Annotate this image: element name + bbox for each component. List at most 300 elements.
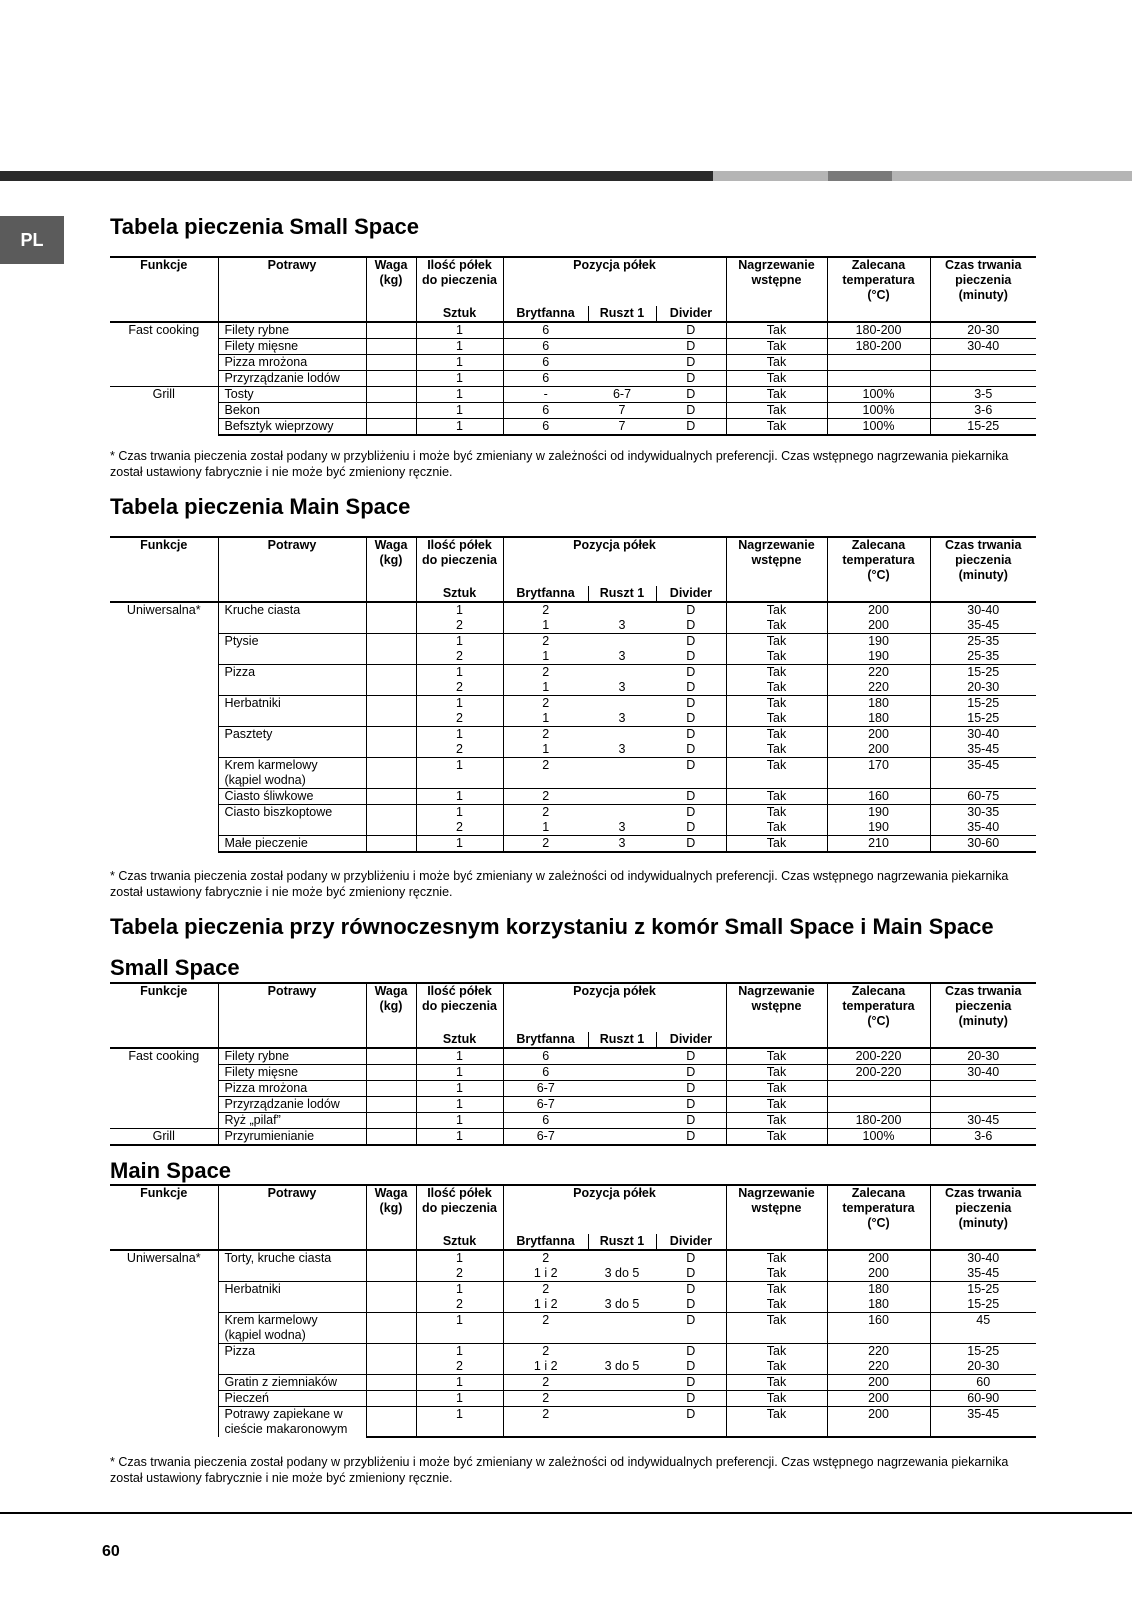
- cell-ruszt: [588, 1250, 656, 1266]
- cell-count: 1: [416, 322, 503, 339]
- cell-temperature: 180: [827, 1297, 930, 1313]
- table-row: [110, 634, 1036, 650]
- cell-preheat: Tak: [726, 711, 827, 727]
- cell-function: Grill: [110, 387, 218, 436]
- cell-divider: D: [656, 1129, 726, 1146]
- cell-preheat: Tak: [726, 1282, 827, 1298]
- cell-preheat: Tak: [726, 836, 827, 853]
- cell-preheat: Tak: [726, 339, 827, 355]
- cell-temperature: 200: [827, 727, 930, 743]
- cell-count: 2: [416, 649, 503, 665]
- cell-ruszt: [588, 696, 656, 712]
- cell-count: 1: [416, 1407, 503, 1436]
- cell-time: 60: [930, 1375, 1036, 1391]
- cell-ruszt: [588, 339, 656, 355]
- cell-divider: D: [656, 805, 726, 821]
- cell-dish: Ciasto biszkoptowe: [218, 805, 366, 836]
- table-row: [110, 1391, 1036, 1407]
- subsection-title-small-space: Small Space: [110, 955, 240, 980]
- cell-temperature: 180: [827, 696, 930, 712]
- cell-preheat: Tak: [726, 1375, 827, 1391]
- cell-ruszt: 3 do 5: [604, 1359, 640, 1373]
- cell-divider: D: [656, 1250, 726, 1266]
- header-waga: Waga (kg): [366, 1185, 416, 1250]
- cell-dish: Filety mięsne: [218, 1065, 366, 1081]
- cell-preheat: Tak: [726, 355, 827, 371]
- cell-temperature: 220: [827, 1344, 930, 1360]
- cell-divider: D: [656, 1266, 726, 1282]
- cell-temperature: 200: [827, 742, 930, 758]
- cell-weight: [366, 758, 416, 788]
- table-row: [110, 805, 1036, 821]
- cell-brytfanna: 6-7: [503, 1097, 588, 1113]
- cell-time: 20-30: [967, 1049, 1000, 1063]
- cell-ruszt: 3: [618, 820, 626, 834]
- top-bar-light: [713, 171, 828, 181]
- cell-weight: [366, 602, 416, 618]
- cell-dish: Potrawy zapiekane w cieście makaronowym: [218, 1407, 366, 1438]
- header-czas: Czas trwania pieczenia (minuty): [930, 983, 1036, 1048]
- cell-count: 1: [416, 355, 503, 371]
- cell-temperature: 220: [827, 1359, 930, 1375]
- cell-time: 25-35: [930, 634, 1036, 650]
- table-small-space: [110, 256, 1036, 436]
- header-pozycja: Pozycja półek: [503, 537, 726, 586]
- cell-brytfanna: 6-7: [503, 1081, 588, 1097]
- cell-ruszt: [588, 322, 656, 339]
- cell-divider: D: [656, 602, 726, 618]
- header-ilosc: Ilość półek do pieczenia: [416, 537, 503, 586]
- cell-dish: Kruche ciasta: [218, 602, 366, 634]
- cell-weight: [366, 387, 416, 403]
- cell-count: 1: [416, 1282, 503, 1298]
- header-temperatura: Zalecana temperatura (°C): [827, 983, 930, 1048]
- cell-count: 2: [416, 618, 503, 634]
- cell-weight: [366, 820, 416, 836]
- cell-ruszt: [588, 805, 656, 821]
- cell-count: 2: [416, 711, 503, 727]
- cell-temperature: 200: [827, 1391, 930, 1407]
- cell-temperature: 200: [827, 1266, 930, 1282]
- header-pozycja: Pozycja półek: [503, 1185, 726, 1234]
- cell-preheat: Tak: [726, 1048, 827, 1065]
- cell-count: 1: [416, 1391, 503, 1407]
- cell-temperature: 170: [827, 758, 930, 788]
- cell-count: 1: [416, 1375, 503, 1391]
- cell-count: 1: [416, 1113, 503, 1129]
- cell-weight: [366, 634, 416, 650]
- cell-preheat: Tak: [726, 1407, 827, 1436]
- cell-divider: D: [656, 1407, 726, 1436]
- cell-divider: D: [656, 742, 726, 758]
- cell-divider: D: [656, 1391, 726, 1407]
- cell-divider: D: [656, 1297, 726, 1313]
- cell-ruszt: 3: [618, 742, 626, 756]
- cell-dish: Torty, kruche ciasta: [218, 1250, 366, 1282]
- cell-weight: [366, 339, 416, 355]
- header-waga: Waga (kg): [366, 537, 416, 602]
- cell-ruszt: 6-7: [588, 387, 656, 403]
- cell-dish: Krem karmelowy (kąpiel wodna): [218, 1313, 366, 1344]
- cell-temperature: 190: [827, 820, 930, 836]
- cell-count: 1: [416, 1250, 503, 1266]
- cell-temperature: 190: [827, 649, 930, 665]
- cell-count: 2: [416, 820, 503, 836]
- cell-dish: Przyrumienianie: [218, 1129, 366, 1146]
- header-czas: Czas trwania pieczenia (minuty): [930, 1185, 1036, 1250]
- cell-weight: [366, 618, 416, 634]
- header-pozycja: Pozycja półek: [503, 983, 726, 1032]
- cell-brytfanna: 2: [503, 1344, 588, 1360]
- cell-temperature: 180-200: [827, 1113, 930, 1129]
- table-row: [110, 602, 1036, 618]
- cell-time: 60-75: [930, 789, 1036, 805]
- cell-temperature: 100%: [827, 419, 930, 436]
- header-potrawy: Potrawy: [218, 257, 366, 322]
- header-waga: Waga (kg): [366, 983, 416, 1048]
- cell-ruszt: [588, 1344, 656, 1360]
- cell-count: 1: [416, 1097, 503, 1113]
- header-potrawy: Potrawy: [218, 537, 366, 602]
- header-funkcje: Funkcje: [110, 1185, 218, 1250]
- table-row: [110, 665, 1036, 681]
- cell-preheat: Tak: [726, 1097, 827, 1113]
- cell-preheat: [726, 1435, 827, 1437]
- cell-temperature: 200-220: [827, 1048, 930, 1065]
- table-row: [110, 339, 1036, 355]
- cell-divider: D: [656, 1375, 726, 1391]
- language-badge: PL: [0, 216, 64, 264]
- cell-temperature: 180-200: [827, 339, 930, 355]
- table-row: [110, 322, 1036, 339]
- footnote-1: * Czas trwania pieczenia został podany w przybliżeniu i może być zmieniany w zależności od indywidualnych preferencji. Czas wstępnego nagrzewania piekarnika został ustawiony fabrycznie i nie może być zmieniony ręcznie.: [110, 449, 1009, 479]
- cell-brytfanna: 1: [542, 742, 550, 756]
- table-row: [110, 371, 1036, 387]
- table-row: [110, 1344, 1036, 1360]
- top-bar-light-2: [892, 171, 1132, 181]
- cell-preheat: Tak: [726, 665, 827, 681]
- cell-time: 15-25: [930, 1282, 1036, 1298]
- cell-preheat: Tak: [726, 322, 827, 339]
- cell-time: 35-45: [967, 742, 1000, 756]
- cell-temperature: [827, 371, 930, 387]
- cell-dish: Pizza: [218, 665, 366, 696]
- cell-brytfanna: 6: [542, 1049, 550, 1063]
- cell-brytfanna: 2: [503, 1313, 588, 1343]
- header-brytfanna: Brytfanna: [503, 586, 588, 602]
- cell-brytfanna: 2: [503, 727, 588, 743]
- header-nagrzewanie: Nagrzewanie wstępne: [726, 257, 827, 322]
- cell-dish: Gratin z ziemniaków: [218, 1375, 366, 1391]
- cell-preheat: Tak: [726, 403, 827, 419]
- cell-weight: [366, 355, 416, 371]
- cell-time: 15-25: [930, 665, 1036, 681]
- cell-preheat: Tak: [726, 1344, 827, 1360]
- cell-temperature: [827, 1097, 930, 1113]
- cell-divider: D: [656, 711, 726, 727]
- cell-divider: D: [656, 322, 726, 339]
- cell-temperature: 210: [827, 836, 930, 853]
- cell-divider: D: [656, 618, 726, 634]
- cell-weight: [366, 1391, 416, 1407]
- cell-dish: Pizza: [218, 1344, 366, 1375]
- cell-divider: D: [656, 1344, 726, 1360]
- cell-brytfanna: 1 i 2: [533, 1266, 558, 1280]
- cell-time: 15-25: [930, 419, 1036, 436]
- cell-weight: [366, 1097, 416, 1113]
- table-row: [110, 758, 1036, 788]
- cell-ruszt: 3 do 5: [604, 1266, 640, 1280]
- cell-ruszt: [588, 665, 656, 681]
- cell-brytfanna: 2: [503, 634, 588, 650]
- cell-weight: [366, 1435, 416, 1437]
- cell-brytfanna: 2: [503, 696, 588, 712]
- cell-count: 1: [416, 371, 503, 387]
- cell-brytfanna: 6: [503, 419, 588, 436]
- cell-divider: D: [656, 680, 726, 696]
- cell-preheat: Tak: [726, 789, 827, 805]
- cell-brytfanna: 1: [542, 711, 550, 725]
- cell-brytfanna: 6-7: [503, 1129, 588, 1146]
- section-title-main-space: Tabela pieczenia Main Space: [110, 494, 411, 519]
- cell-divider: D: [656, 339, 726, 355]
- cell-divider: [656, 1435, 726, 1437]
- cell-temperature: 200: [827, 602, 930, 618]
- cell-brytfanna: 1: [542, 649, 550, 663]
- cell-divider: D: [656, 1081, 726, 1097]
- cell-ruszt: [588, 355, 656, 371]
- cell-brytfanna: 2: [542, 1251, 550, 1265]
- cell-time: 35-45: [930, 758, 1036, 788]
- cell-divider: D: [656, 1359, 726, 1375]
- cell-dish: Herbatniki: [218, 1282, 366, 1313]
- cell-count: 1: [416, 758, 503, 788]
- header-ruszt: Ruszt 1: [588, 1234, 656, 1250]
- table-main-space: [110, 536, 1036, 853]
- cell-temperature: 160: [827, 1313, 930, 1343]
- cell-brytfanna: 1 i 2: [533, 1297, 558, 1311]
- cell-brytfanna: 1: [542, 618, 550, 632]
- table-row: [110, 387, 1036, 403]
- top-bar-mid: [828, 171, 892, 181]
- cell-ruszt: [588, 1391, 656, 1407]
- cell-ruszt: 3 do 5: [604, 1297, 640, 1311]
- cell-time: 30-45: [930, 1113, 1036, 1129]
- cell-time: 35-40: [967, 820, 1000, 834]
- cell-brytfanna: 1: [542, 820, 550, 834]
- header-nagrzewanie: Nagrzewanie wstępne: [726, 537, 827, 602]
- cell-count: 1: [416, 419, 503, 436]
- section-title-combined: Tabela pieczenia przy równoczesnym korzystaniu z komór Small Space i Main Space: [110, 914, 994, 939]
- top-bar-dark: [0, 171, 713, 181]
- cell-preheat: Tak: [726, 680, 827, 696]
- cell-ruszt: 3: [588, 836, 656, 853]
- cell-divider: D: [656, 789, 726, 805]
- header-divider: Divider: [656, 586, 726, 602]
- cell-time: 15-25: [930, 696, 1036, 712]
- cell-brytfanna: 6: [503, 403, 588, 419]
- cell-weight: [366, 665, 416, 681]
- cell-time: 30-35: [930, 805, 1036, 821]
- cell-divider: D: [656, 419, 726, 436]
- cell-weight: [366, 1313, 416, 1343]
- cell-temperature: [827, 1435, 930, 1437]
- cell-weight: [366, 696, 416, 712]
- cell-weight: [366, 742, 416, 758]
- cell-weight: [366, 1266, 416, 1282]
- cell-dish: Bekon: [218, 403, 366, 419]
- header-ruszt: Ruszt 1: [588, 1032, 656, 1048]
- cell-ruszt: [588, 634, 656, 650]
- cell-time: 3-5: [930, 387, 1036, 403]
- cell-count: 1: [416, 665, 503, 681]
- cell-ruszt: [588, 1097, 656, 1113]
- table-row: [110, 419, 1036, 436]
- cell-temperature: 200: [827, 1375, 930, 1391]
- cell-dish: Ptysie: [218, 634, 366, 665]
- cell-preheat: Tak: [726, 758, 827, 788]
- cell-preheat: Tak: [726, 618, 827, 634]
- cell-temperature: [827, 355, 930, 371]
- cell-divider: D: [656, 1097, 726, 1113]
- cell-brytfanna: 6: [503, 1065, 588, 1081]
- cell-divider: D: [656, 1048, 726, 1065]
- page-number: 60: [102, 1543, 120, 1560]
- table-row: [110, 355, 1036, 371]
- cell-dish: Filety rybne: [218, 322, 366, 339]
- cell-divider: D: [656, 634, 726, 650]
- table-row: [110, 836, 1036, 853]
- table-row: [110, 1097, 1036, 1113]
- cell-ruszt: [588, 371, 656, 387]
- cell-divider: D: [656, 1113, 726, 1129]
- cell-count: 1: [416, 634, 503, 650]
- cell-time: 30-40: [930, 1065, 1036, 1081]
- cell-time: [930, 355, 1036, 371]
- table-row: [110, 1129, 1036, 1146]
- cell-count: 1: [416, 1129, 503, 1146]
- cell-count: 1: [416, 1081, 503, 1097]
- cell-weight: [366, 1048, 416, 1065]
- cell-dish: Filety rybne: [218, 1048, 366, 1065]
- cell-ruszt: 3: [618, 680, 626, 694]
- table-row: [110, 1081, 1036, 1097]
- cell-preheat: Tak: [726, 387, 827, 403]
- cell-dish: Małe pieczenie: [218, 836, 366, 853]
- header-brytfanna: Brytfanna: [503, 1032, 588, 1048]
- header-potrawy: Potrawy: [218, 983, 366, 1048]
- cell-weight: [366, 1129, 416, 1146]
- cell-ruszt: 3: [618, 618, 626, 632]
- cell-count: 2: [416, 1359, 503, 1375]
- cell-count: 1: [416, 1065, 503, 1081]
- cell-preheat: Tak: [726, 602, 827, 618]
- cell-count: 1: [416, 1313, 503, 1343]
- cell-brytfanna: 6: [503, 371, 588, 387]
- cell-count: 1: [416, 339, 503, 355]
- cell-divider: D: [656, 403, 726, 419]
- cell-temperature: 190: [827, 634, 930, 650]
- cell-divider: D: [656, 1065, 726, 1081]
- cell-temperature: 180: [827, 711, 930, 727]
- cell-dish: Krem karmelowy (kąpiel wodna): [218, 758, 366, 789]
- cell-weight: [366, 836, 416, 853]
- cell-time: [930, 371, 1036, 387]
- cell-ruszt: 3: [618, 711, 626, 725]
- table-row: [110, 727, 1036, 743]
- header-brytfanna: Brytfanna: [503, 306, 588, 322]
- cell-ruszt: [588, 1129, 656, 1146]
- cell-function: Fast cooking: [110, 1048, 218, 1129]
- table-row: [110, 1065, 1036, 1081]
- cell-dish: Herbatniki: [218, 696, 366, 727]
- cell-divider: D: [656, 696, 726, 712]
- cell-preheat: Tak: [726, 371, 827, 387]
- header-sztuk: Sztuk: [416, 586, 503, 602]
- cell-count: 2: [416, 1297, 503, 1313]
- cell-ruszt: [588, 1375, 656, 1391]
- cell-dish: Ciasto śliwkowe: [218, 789, 366, 805]
- cell-preheat: Tak: [726, 696, 827, 712]
- cell-divider: D: [656, 371, 726, 387]
- cell-divider: D: [656, 1282, 726, 1298]
- cell-time: 20-30: [967, 680, 1000, 694]
- cell-brytfanna: 2: [503, 1375, 588, 1391]
- cell-divider: D: [656, 387, 726, 403]
- cell-ruszt: 3: [618, 649, 626, 663]
- cell-count: 1: [416, 727, 503, 743]
- cell-function: Uniwersalna*: [110, 1250, 218, 1437]
- cell-brytfanna: [503, 1435, 588, 1437]
- cell-temperature: [827, 1081, 930, 1097]
- cell-temperature: 100%: [827, 403, 930, 419]
- cell-preheat: Tak: [726, 1297, 827, 1313]
- cell-weight: [366, 1250, 416, 1266]
- cell-preheat: Tak: [726, 1359, 827, 1375]
- cell-time: 15-25: [967, 711, 1000, 725]
- cell-time: [930, 1081, 1036, 1097]
- header-divider: Divider: [656, 1032, 726, 1048]
- cell-ruszt: [588, 1313, 656, 1343]
- cell-ruszt: 7: [588, 419, 656, 436]
- cell-brytfanna: 1 i 2: [533, 1359, 558, 1373]
- cell-time: 35-45: [967, 618, 1000, 632]
- table-row: [110, 789, 1036, 805]
- header-nagrzewanie: Nagrzewanie wstępne: [726, 983, 827, 1048]
- header-ruszt: Ruszt 1: [588, 306, 656, 322]
- header-waga: Waga (kg): [366, 257, 416, 322]
- header-temperatura: Zalecana temperatura (°C): [827, 537, 930, 602]
- cell-ruszt: [588, 1435, 656, 1437]
- cell-temperature: 160: [827, 789, 930, 805]
- cell-temperature: 100%: [827, 1129, 930, 1146]
- cell-brytfanna: 2: [503, 836, 588, 853]
- cell-temperature: 180: [827, 1282, 930, 1298]
- cell-divider: D: [656, 758, 726, 788]
- cell-temperature: 200: [827, 1250, 930, 1266]
- table-row: [110, 1407, 1036, 1436]
- bottom-rule: [0, 1512, 1132, 1514]
- cell-ruszt: [588, 727, 656, 743]
- header-sztuk: Sztuk: [416, 1032, 503, 1048]
- cell-brytfanna: 2: [503, 758, 588, 788]
- cell-function: Fast cooking: [110, 322, 218, 387]
- cell-weight: [366, 680, 416, 696]
- header-divider: Divider: [656, 306, 726, 322]
- cell-time: 30-40: [930, 339, 1036, 355]
- cell-time: 35-45: [930, 1407, 1036, 1436]
- table-row: [110, 1282, 1036, 1298]
